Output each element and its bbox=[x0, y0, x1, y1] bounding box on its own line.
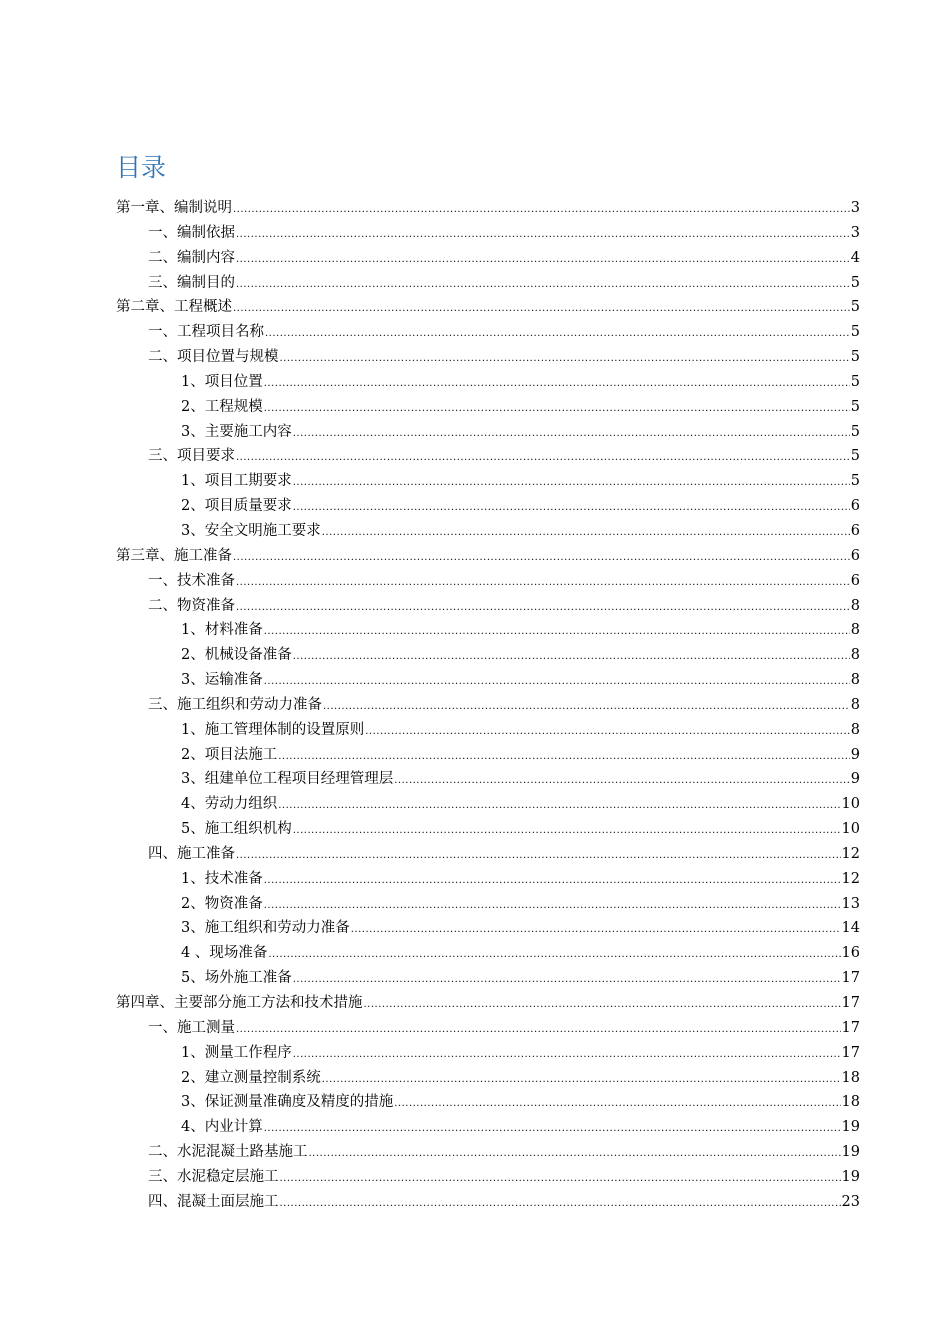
toc-dot-leader bbox=[323, 695, 850, 720]
toc-entry[interactable] bbox=[116, 718, 860, 743]
toc-entry[interactable] bbox=[116, 693, 860, 718]
toc-entry-label: 1、测量工作程序 bbox=[181, 1044, 292, 1061]
toc-entry-label: 三、编制目的 bbox=[148, 274, 235, 291]
toc-entry-label: 二、编制内容 bbox=[148, 249, 235, 266]
toc-entry[interactable] bbox=[116, 494, 860, 519]
toc-dot-leader bbox=[394, 769, 850, 794]
toc-entry-page-number: 8 bbox=[850, 647, 860, 664]
toc-dot-leader bbox=[394, 1092, 840, 1117]
toc-entry-page-number: 18 bbox=[841, 1069, 860, 1086]
toc-entry-label: 第四章、主要部分施工方法和技术措施 bbox=[116, 995, 363, 1011]
toc-dot-leader bbox=[280, 347, 850, 372]
toc-entry-label: 2、物资准备 bbox=[181, 895, 263, 912]
toc-entry[interactable] bbox=[116, 196, 860, 221]
toc-entry-label: 4 、现场准备 bbox=[181, 945, 268, 962]
toc-entry[interactable] bbox=[116, 370, 860, 395]
toc-dot-leader bbox=[236, 844, 841, 869]
toc-entry-page-number: 10 bbox=[841, 821, 860, 838]
toc-title: 目录 bbox=[116, 153, 167, 182]
toc-entry-page-number: 3 bbox=[850, 224, 860, 241]
toc-dot-leader bbox=[365, 720, 850, 745]
toc-entry-page-number: 8 bbox=[850, 721, 860, 738]
toc-entry-page-number: 17 bbox=[841, 970, 860, 987]
toc-entry[interactable] bbox=[116, 618, 860, 643]
toc-entry[interactable] bbox=[116, 966, 860, 991]
toc-dot-leader bbox=[351, 918, 841, 943]
toc-entry-label: 3、保证测量准确度及精度的措施 bbox=[181, 1094, 394, 1111]
toc-entry[interactable] bbox=[116, 941, 860, 966]
toc-entry-label: 5、施工组织机构 bbox=[181, 821, 292, 838]
toc-entry-page-number: 18 bbox=[841, 1094, 860, 1111]
toc-entry[interactable] bbox=[116, 295, 860, 320]
toc-entry-page-number: 9 bbox=[850, 771, 860, 788]
toc-entry[interactable] bbox=[116, 246, 860, 271]
toc-dot-leader bbox=[268, 943, 840, 968]
toc-dot-leader bbox=[265, 322, 850, 347]
toc-entry-page-number: 5 bbox=[850, 373, 860, 390]
toc-entry-page-number: 5 bbox=[850, 324, 860, 341]
toc-entry[interactable] bbox=[116, 320, 860, 345]
toc-entry-page-number: 4 bbox=[850, 249, 860, 266]
toc-entry[interactable] bbox=[116, 1140, 860, 1165]
toc-entry[interactable] bbox=[116, 1041, 860, 1066]
toc-entry[interactable] bbox=[116, 1115, 860, 1140]
toc-dot-leader bbox=[278, 745, 850, 770]
toc-entry-label: 2、建立测量控制系统 bbox=[181, 1069, 321, 1086]
toc-entry[interactable] bbox=[116, 792, 860, 817]
toc-dot-leader bbox=[293, 471, 850, 496]
toc-dot-leader bbox=[264, 620, 850, 645]
toc-entry-label: 一、编制依据 bbox=[148, 224, 235, 241]
toc-dot-leader bbox=[278, 794, 840, 819]
toc-entry[interactable] bbox=[116, 1190, 860, 1215]
toc-dot-leader bbox=[293, 1043, 841, 1068]
toc-entry[interactable] bbox=[116, 569, 860, 594]
toc-entry-label: 1、施工管理体制的设置原则 bbox=[181, 721, 365, 738]
toc-entry[interactable] bbox=[116, 544, 860, 569]
toc-entry[interactable] bbox=[116, 743, 860, 768]
toc-entry-label: 四、施工准备 bbox=[148, 845, 235, 862]
toc-entry-page-number: 6 bbox=[850, 572, 860, 589]
toc-entry-page-number: 8 bbox=[850, 597, 860, 614]
toc-entry-label: 3、安全文明施工要求 bbox=[181, 522, 321, 539]
toc-entry-page-number: 17 bbox=[841, 995, 860, 1011]
toc-entry[interactable] bbox=[116, 1090, 860, 1115]
toc-entry-label: 1、项目位置 bbox=[181, 373, 263, 390]
toc-entry-label: 一、技术准备 bbox=[148, 572, 235, 589]
toc-entry[interactable] bbox=[116, 420, 860, 445]
toc-entry[interactable] bbox=[116, 271, 860, 296]
toc-entry-page-number: 17 bbox=[841, 1044, 860, 1061]
toc-entry-label: 1、项目工期要求 bbox=[181, 473, 292, 490]
toc-entry[interactable] bbox=[116, 594, 860, 619]
toc-dot-leader bbox=[322, 1068, 841, 1093]
toc-dot-leader bbox=[264, 869, 841, 894]
toc-dot-leader bbox=[236, 223, 850, 248]
toc-entry-label: 2、机械设备准备 bbox=[181, 647, 292, 664]
toc-entry-label: 2、项目质量要求 bbox=[181, 498, 292, 515]
toc-entry-label: 3、主要施工内容 bbox=[181, 423, 292, 440]
toc-entry[interactable] bbox=[116, 867, 860, 892]
toc-entry-page-number: 6 bbox=[850, 522, 860, 539]
toc-entry-page-number: 5 bbox=[850, 274, 860, 291]
toc-entry-page-number: 5 bbox=[850, 448, 860, 465]
toc-entry-label: 第一章、编制说明 bbox=[116, 200, 232, 216]
toc-entry-label: 1、材料准备 bbox=[181, 622, 263, 639]
toc-dot-leader bbox=[280, 1192, 841, 1217]
toc-entry-label: 一、施工测量 bbox=[148, 1019, 235, 1036]
toc-entry[interactable] bbox=[116, 817, 860, 842]
toc-entry[interactable] bbox=[116, 1016, 860, 1041]
toc-entry-label: 2、项目法施工 bbox=[181, 746, 278, 763]
toc-dot-leader bbox=[309, 1142, 841, 1167]
toc-entry[interactable] bbox=[116, 444, 860, 469]
toc-entry-label: 三、项目要求 bbox=[148, 448, 235, 465]
toc-dot-leader bbox=[293, 496, 850, 521]
toc-entry-label: 二、项目位置与规模 bbox=[148, 349, 279, 366]
toc-entry-page-number: 8 bbox=[850, 622, 860, 639]
toc-entry-label: 2、工程规模 bbox=[181, 398, 263, 415]
toc-entry-page-number: 8 bbox=[850, 672, 860, 689]
toc-dot-leader bbox=[233, 198, 850, 223]
toc-entry-page-number: 5 bbox=[850, 299, 860, 316]
toc-entry-page-number: 6 bbox=[850, 547, 860, 564]
toc-entry-label: 三、施工组织和劳动力准备 bbox=[148, 696, 322, 713]
toc-dot-leader bbox=[364, 993, 841, 1018]
toc-entry-label: 二、水泥混凝土路基施工 bbox=[148, 1144, 308, 1161]
toc-entry[interactable] bbox=[116, 1066, 860, 1091]
toc-entry-page-number: 10 bbox=[841, 796, 860, 813]
toc-entry-page-number: 6 bbox=[850, 498, 860, 515]
toc-entry-page-number: 16 bbox=[841, 945, 860, 962]
toc-entry-page-number: 3 bbox=[850, 200, 860, 216]
toc-entry[interactable] bbox=[116, 991, 860, 1016]
toc-entry-page-number: 19 bbox=[841, 1144, 860, 1161]
toc-entry-page-number: 12 bbox=[841, 845, 860, 862]
toc-dot-leader bbox=[264, 397, 850, 422]
toc-dot-leader bbox=[236, 1018, 841, 1043]
toc-entry-page-number: 12 bbox=[841, 870, 860, 887]
toc-dot-leader bbox=[236, 446, 850, 471]
toc-entry-label: 3、组建单位工程项目经理管理层 bbox=[181, 771, 394, 788]
toc-entry-label: 一、工程项目名称 bbox=[148, 324, 264, 341]
toc-entry[interactable] bbox=[116, 469, 860, 494]
table-of-contents bbox=[116, 196, 860, 1215]
toc-entry-page-number: 5 bbox=[850, 398, 860, 415]
toc-entry[interactable] bbox=[116, 767, 860, 792]
toc-entry[interactable] bbox=[116, 395, 860, 420]
toc-entry-page-number: 23 bbox=[841, 1193, 860, 1210]
toc-dot-leader bbox=[264, 670, 850, 695]
toc-entry-page-number: 9 bbox=[850, 746, 860, 763]
toc-entry-page-number: 14 bbox=[841, 920, 860, 937]
toc-entry-page-number: 5 bbox=[850, 423, 860, 440]
toc-entry-page-number: 13 bbox=[841, 895, 860, 912]
toc-entry-page-number: 19 bbox=[841, 1119, 860, 1136]
toc-entry-page-number: 5 bbox=[850, 349, 860, 366]
toc-entry[interactable] bbox=[116, 892, 860, 917]
toc-entry-page-number: 8 bbox=[850, 696, 860, 713]
toc-dot-leader bbox=[322, 521, 850, 546]
toc-dot-leader bbox=[236, 596, 850, 621]
toc-entry-label: 第二章、工程概述 bbox=[116, 299, 232, 316]
toc-entry[interactable] bbox=[116, 221, 860, 246]
toc-entry[interactable] bbox=[116, 643, 860, 668]
toc-entry[interactable] bbox=[116, 916, 860, 941]
toc-entry[interactable] bbox=[116, 842, 860, 867]
toc-entry-label: 三、水泥稳定层施工 bbox=[148, 1168, 279, 1185]
toc-entry-label: 1、技术准备 bbox=[181, 870, 263, 887]
toc-dot-leader bbox=[264, 894, 841, 919]
toc-dot-leader bbox=[264, 372, 850, 397]
toc-dot-leader bbox=[233, 297, 850, 322]
toc-entry-label: 3、施工组织和劳动力准备 bbox=[181, 920, 350, 937]
toc-dot-leader bbox=[264, 1117, 841, 1142]
toc-entry[interactable] bbox=[116, 345, 860, 370]
toc-entry-label: 4、劳动力组织 bbox=[181, 796, 278, 813]
toc-entry[interactable] bbox=[116, 1165, 860, 1190]
toc-dot-leader bbox=[293, 422, 850, 447]
toc-dot-leader bbox=[280, 1167, 841, 1192]
toc-entry-label: 第三章、施工准备 bbox=[116, 547, 232, 564]
toc-entry-label: 4、内业计算 bbox=[181, 1119, 263, 1136]
toc-entry[interactable] bbox=[116, 519, 860, 544]
toc-dot-leader bbox=[293, 645, 850, 670]
toc-entry-page-number: 5 bbox=[850, 473, 860, 490]
toc-dot-leader bbox=[293, 819, 841, 844]
toc-dot-leader bbox=[236, 571, 850, 596]
toc-entry-label: 四、混凝土面层施工 bbox=[148, 1193, 279, 1210]
toc-entry-label: 3、运输准备 bbox=[181, 672, 263, 689]
toc-dot-leader bbox=[236, 248, 850, 273]
toc-entry-label: 5、场外施工准备 bbox=[181, 970, 292, 987]
toc-entry-page-number: 19 bbox=[841, 1168, 860, 1185]
toc-entry-label: 二、物资准备 bbox=[148, 597, 235, 614]
toc-dot-leader bbox=[233, 546, 850, 571]
toc-entry[interactable] bbox=[116, 668, 860, 693]
toc-entry-page-number: 17 bbox=[841, 1019, 860, 1036]
toc-dot-leader bbox=[293, 968, 841, 993]
toc-dot-leader bbox=[236, 273, 850, 298]
